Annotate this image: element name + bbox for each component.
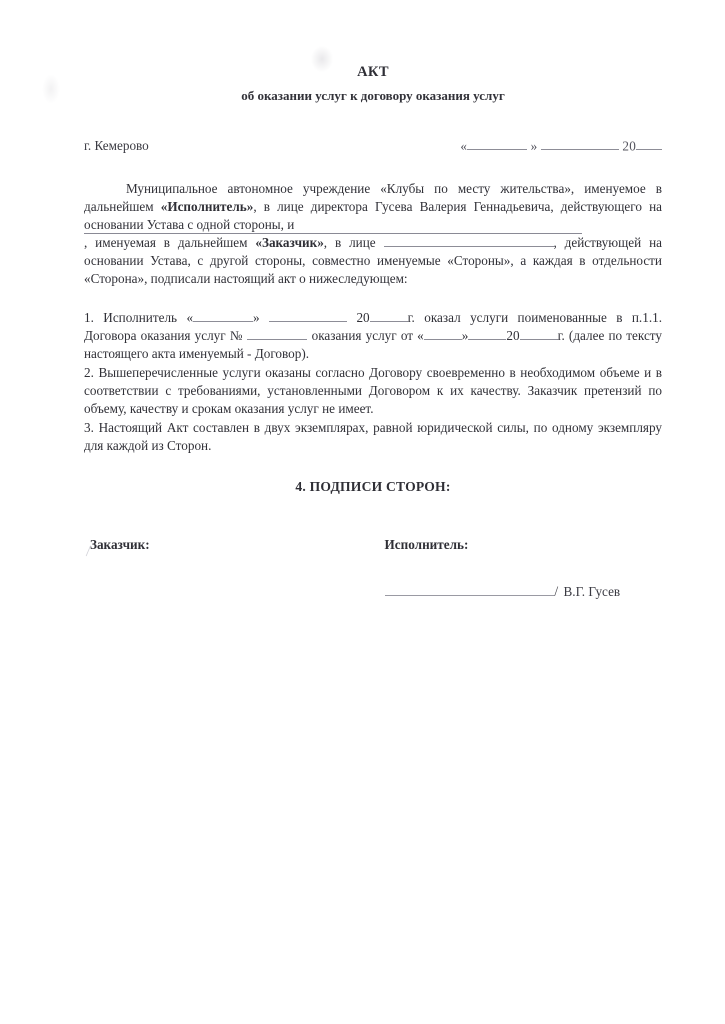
intro-paragraph	[84, 180, 662, 287]
intro-text-2: , в лице директора Гусева Валерия Геннадьевича, действующего на основании Устава с одной стороны, и	[84, 198, 662, 232]
clause-1-year-blank[interactable]	[370, 310, 408, 323]
contractor-slash: /	[554, 583, 562, 599]
date-year-blank[interactable]	[636, 138, 662, 151]
page-subtitle: об оказании услуг к договору оказания услуг	[241, 87, 505, 103]
clause-1-text-h: г. (далее по тексту настоящего акта именуемый - Договор).	[84, 328, 662, 362]
customer-representative-blank[interactable]	[384, 235, 554, 248]
city-date-row	[84, 138, 662, 155]
clause-1-text-d: г. оказал услуги поименованные в п.1.1. Договора оказания услуг №	[84, 310, 663, 344]
city-label: г. Кемерово	[84, 138, 149, 154]
contractor-name: В.Г. Гусев	[563, 583, 621, 599]
clause-1-text-e: оказания услуг от «	[307, 328, 424, 344]
scan-artifact-left	[42, 74, 60, 104]
date-quote-close: »	[530, 138, 538, 154]
intro-text-3: , именуемая в дальнейшем	[84, 235, 256, 251]
clauses-list	[84, 309, 662, 455]
scan-artifact-slash: /	[85, 542, 92, 561]
date-year-prefix: 20	[622, 138, 636, 154]
clause-1-contract-day-blank[interactable]	[424, 328, 462, 341]
intro-text-1: Муниципальное автономное учреждение «Клубы по месту жительства», именуемое в дальнейшем	[84, 181, 662, 214]
clause-1-text-c: 20	[347, 310, 370, 326]
signatures-row	[84, 537, 662, 600]
clause-1-month-blank[interactable]	[269, 310, 347, 323]
clause-1-text-g: 20	[506, 328, 520, 344]
date-field	[460, 138, 662, 155]
clause-2: 2. Вышеперечисленные услуги оказаны согласно Договору своевременно в необходимом объеме и в соответствии с требованиями, установленными Договором к их качеству. Заказчик претензий по объему, качеству и срокам оказания услуг не имеет.	[84, 365, 662, 417]
intro-bold-customer: «Заказчик»	[255, 235, 324, 251]
contractor-signature-blank[interactable]	[385, 583, 555, 596]
clause-1-contract-month-blank[interactable]	[468, 328, 506, 341]
contractor-signature-line	[385, 583, 662, 600]
contractor-signature-label: Исполнитель:	[384, 537, 469, 553]
clause-1-day-blank[interactable]	[193, 310, 253, 323]
document-sheet	[84, 0, 662, 600]
intro-text-5: , действующей на основании Устава, с другой стороны, совместно именуемые «Стороны», а каждая в отдельности «Сторона», подписали настоящий акт о нижеследующем:	[84, 235, 662, 286]
signature-block-contractor	[385, 537, 662, 600]
date-quote-open: «	[460, 138, 468, 154]
intro-text-4: , в лице	[323, 235, 384, 251]
signature-block-customer	[84, 537, 385, 600]
customer-signature-label: Заказчик:	[90, 537, 150, 553]
page-title: АКТ	[357, 64, 389, 80]
clause-1-text-f: »	[461, 328, 469, 344]
clause-1-text-a: 1. Исполнитель «	[84, 310, 194, 326]
clause-1-contract-year-blank[interactable]	[520, 328, 558, 341]
clause-1	[84, 309, 662, 363]
clause-1-text-b: »	[253, 310, 270, 326]
date-month-blank[interactable]	[541, 138, 619, 151]
signatures-heading: 4. ПОДПИСИ СТОРОН:	[295, 479, 451, 495]
date-day-blank[interactable]	[467, 138, 527, 151]
clause-1-contract-number-blank[interactable]	[247, 328, 307, 341]
intro-bold-contractor: «Исполнитель»	[160, 198, 254, 214]
clause-3: 3. Настоящий Акт составлен в двух экземплярах, равной юридической силы, по одному экземпляру для каждой из Сторон.	[84, 420, 662, 454]
